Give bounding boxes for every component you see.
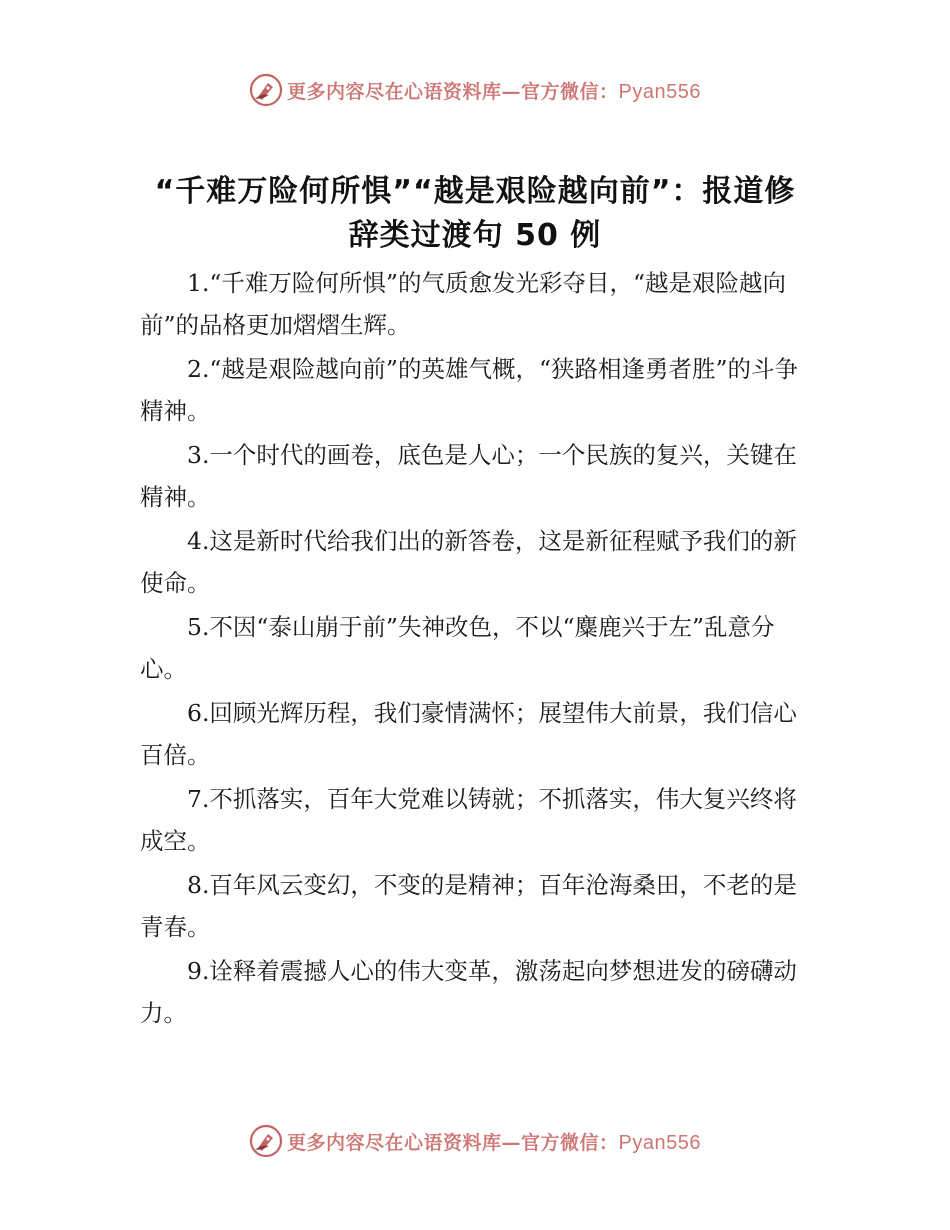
paragraph-5: 5.不因“泰山崩于前”失神改色，不以“麋鹿兴于左”乱意分心。 [140, 613, 775, 683]
document-title: “千难万险何所惧”“越是艰险越向前”：报道修辞类过渡句 50 例 [154, 174, 796, 253]
paragraph-9: 9.诠释着震撼人心的伟大变革，激荡起向梦想进发的磅礴动力。 [140, 957, 797, 1027]
paragraph-3: 3.一个时代的画卷，底色是人心；一个民族的复兴，关键在精神。 [140, 441, 797, 511]
paragraph-6: 6.回顾光辉历程，我们豪情满怀；展望伟大前景，我们信心百倍。 [140, 699, 797, 769]
paragraph-8: 8.百年风云变幻，不变的是精神；百年沧海桑田，不老的是青春。 [140, 871, 797, 941]
pen-nib-logo-icon [249, 73, 283, 107]
pen-nib-logo-icon [249, 1124, 283, 1158]
watermark-text: 更多内容尽在心语资料库—官方微信：Pyan556 [287, 80, 701, 103]
paragraph-7: 7.不抓落实，百年大党难以铸就；不抓落实，伟大复兴终将成空。 [140, 785, 797, 855]
header-watermark [0, 70, 950, 110]
paragraph-2: 2.“越是艰险越向前”的英雄气概，“狭路相逢勇者胜”的斗争精神。 [140, 355, 798, 425]
document-body [140, 262, 812, 1036]
footer-watermark [0, 1121, 950, 1161]
paragraph-1: 1.“千难万险何所惧”的气质愈发光彩夺目，“越是艰险越向前”的品格更加熠熠生辉。 [140, 269, 786, 339]
paragraph-4: 4.这是新时代给我们出的新答卷，这是新征程赋予我们的新使命。 [140, 527, 797, 597]
watermark-text: 更多内容尽在心语资料库—官方微信：Pyan556 [287, 1131, 701, 1154]
